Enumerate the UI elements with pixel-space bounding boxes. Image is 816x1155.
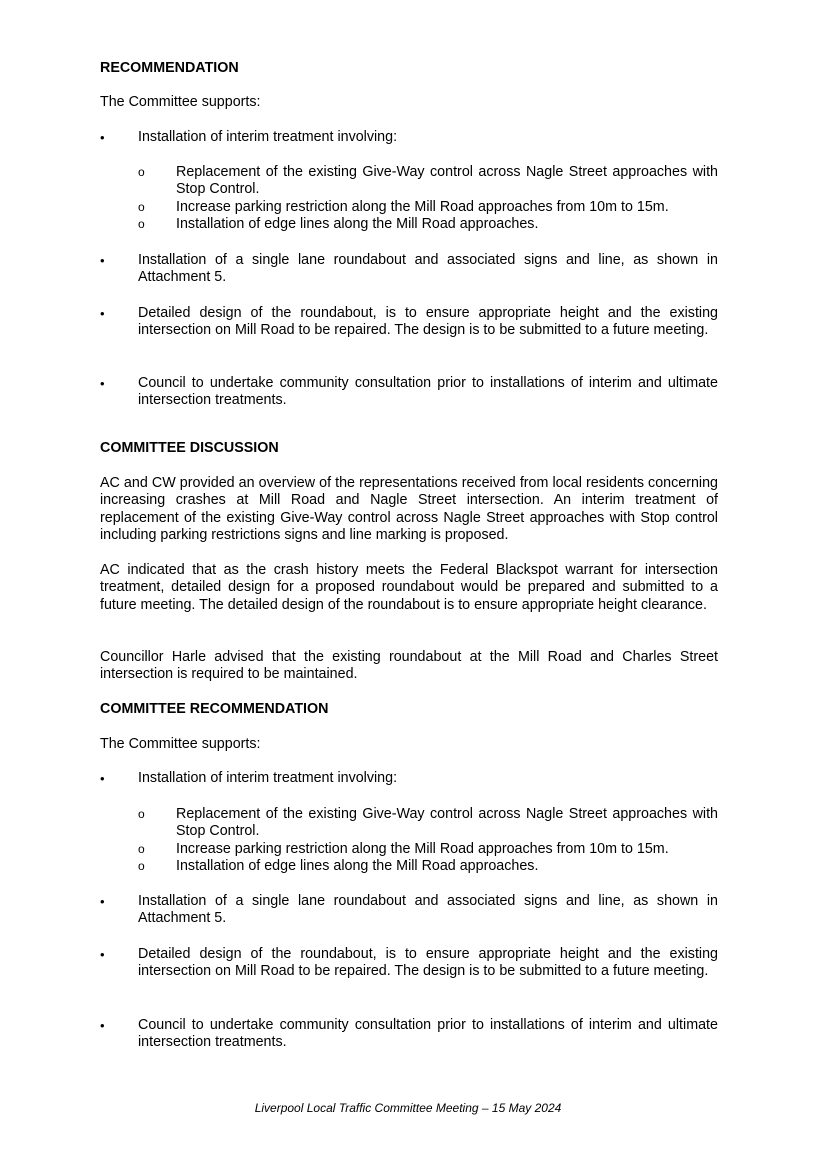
bullet-icon: • (100, 771, 105, 786)
sub-list-item (138, 164, 718, 199)
bullet-text: Installation of interim treatment involving: (138, 129, 398, 145)
discussion-text: AC indicated that as the crash history meets the Federal Blackspot warrant for intersection treatment, detailed design for a proposed roundabout would be prepared and submitted to a future meeting. The detailed design of the roundabout is to ensure appropriate height clearance. (100, 562, 718, 613)
committee-recommendation-heading-block (100, 701, 718, 718)
discussion-paragraph-2 (100, 562, 718, 614)
sub-bullet-icon: o (138, 841, 145, 856)
recommendation-heading: RECOMMENDATION (100, 60, 239, 76)
page-footer: Liverpool Local Traffic Committee Meeting – 15 May 2024 (254, 1101, 562, 1115)
discussion-heading-block (100, 440, 718, 457)
committee-recommendation-bullet-1 (100, 770, 718, 787)
bullet-text: Council to undertake community consultation prior to installations of interim and ultimate intersection treatments. (138, 375, 718, 409)
discussion-heading: COMMITTEE DISCUSSION (100, 440, 279, 456)
discussion-text: Councillor Harle advised that the existing roundabout at the Mill Road and Charles Street intersection is required to be maintained. (100, 649, 718, 683)
sub-item-text: Replacement of the existing Give-Way control across Nagle Street approaches with Stop Control. (176, 164, 718, 198)
recommendation-intro: The Committee supports: (100, 94, 261, 110)
sub-bullet-icon: o (138, 165, 145, 179)
sub-bullet-icon: o (138, 807, 145, 821)
bullet-icon: • (100, 947, 105, 962)
sub-list-item (138, 199, 718, 216)
bullet-icon: • (100, 894, 105, 909)
sub-bullet-icon: o (138, 199, 145, 214)
sub-item-text: Installation of edge lines along the Mill Road approaches. (176, 858, 539, 875)
sub-list-item (138, 806, 718, 841)
recommendation-intro-block (100, 94, 718, 111)
committee-recommendation-bullet-3 (100, 946, 718, 981)
recommendation-bullet-1 (100, 129, 718, 146)
sub-list-item (138, 858, 718, 875)
recommendation-sub-list (100, 164, 718, 234)
bullet-text: Detailed design of the roundabout, is to ensure appropriate height and the existing intersection on Mill Road to be repaired. The design is to be submitted to a future meeting. (138, 305, 718, 339)
sub-list-item (138, 841, 718, 858)
bullet-text: Detailed design of the roundabout, is to ensure appropriate height and the existing intersection on Mill Road to be repaired. The design is to be submitted to a future meeting. (138, 946, 718, 980)
bullet-icon: • (100, 130, 105, 145)
recommendation-bullet-3 (100, 305, 718, 340)
bullet-icon: • (100, 1018, 105, 1033)
bullet-text: Installation of interim treatment involving: (138, 770, 398, 786)
discussion-paragraph-1 (100, 475, 718, 545)
recommendation-bullet-4 (100, 375, 718, 410)
committee-recommendation-intro-block (100, 736, 718, 753)
bullet-icon: • (100, 253, 105, 268)
committee-recommendation-bullet-4 (100, 1017, 718, 1052)
sub-item-text: Installation of edge lines along the Mill Road approaches. (176, 216, 539, 233)
discussion-text: AC and CW provided an overview of the representations received from local residents concerning increasing crashes at Mill Road and Nagle Street intersection. An interim treatment of replacement of the existing Give-Way control across Nagle Street approaches with Stop control including parking restrictions signs and line marking is proposed. (100, 475, 718, 544)
committee-recommendation-sub-list (100, 806, 718, 876)
bullet-icon: • (100, 306, 105, 321)
bullet-text: Installation of a single lane roundabout and associated signs and line, as shown in Attachment 5. (138, 252, 718, 286)
sub-bullet-icon: o (138, 859, 145, 874)
sub-item-text: Increase parking restriction along the Mill Road approaches from 10m to 15m. (176, 840, 669, 857)
sub-list-item (138, 216, 718, 233)
sub-item-text: Increase parking restriction along the Mill Road approaches from 10m to 15m. (176, 198, 669, 215)
committee-recommendation-bullet-2 (100, 893, 718, 928)
committee-recommendation-heading: COMMITTEE RECOMMENDATION (100, 701, 329, 717)
recommendation-heading-block (100, 60, 718, 77)
bullet-text: Council to undertake community consultation prior to installations of interim and ultimate intersection treatments. (138, 1017, 718, 1051)
discussion-paragraph-3 (100, 649, 718, 684)
sub-item-text: Replacement of the existing Give-Way control across Nagle Street approaches with Stop Control. (176, 806, 718, 840)
bullet-text: Installation of a single lane roundabout and associated signs and line, as shown in Attachment 5. (138, 893, 718, 927)
bullet-icon: • (100, 376, 105, 391)
sub-bullet-icon: o (138, 217, 145, 232)
recommendation-bullet-2 (100, 252, 718, 287)
committee-recommendation-intro: The Committee supports: (100, 736, 261, 752)
